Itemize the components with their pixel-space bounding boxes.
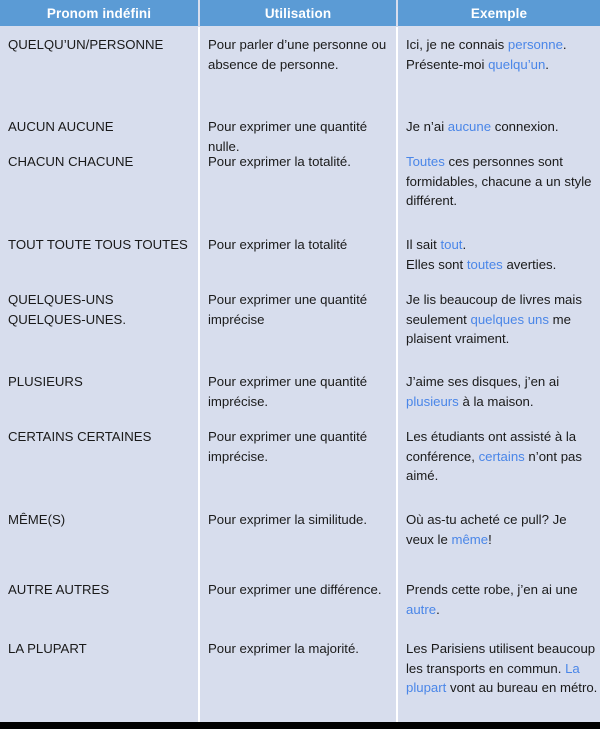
cell-exemple [398,290,600,349]
cell-utilisation: Pour exprimer la majorité. [208,641,359,656]
column-utilisation-cells [200,27,396,722]
cell-utilisation: Pour exprimer une quantité nulle. [208,119,368,154]
cell-pronom: CHACUN CHACUNE [8,154,134,169]
cell-exemple [398,510,600,549]
highlighted-pronoun: certains [478,448,525,464]
cell-pronom: AUTRE AUTRES [8,582,110,597]
example-text: Il sait [406,237,441,252]
example-text: Prends cette robe, j’en ai une [406,582,578,597]
column-pronom-cells [0,27,198,722]
highlighted-pronoun: aucune [447,119,492,134]
cell-exemple [398,35,600,74]
cell-pronom: MÊME(S) [8,512,66,527]
cell-exemple [398,427,600,486]
cell-exemple [398,639,600,698]
highlighted-pronoun: quelqu’un [488,56,546,72]
cell-utilisation: Pour exprimer la totalité. [208,154,351,169]
cell-utilisation: Pour parler d’une personne ou absence de personne. [208,37,387,72]
cell-utilisation: Pour exprimer la totalité [208,237,348,252]
cell-exemple [398,372,600,411]
cell-utilisation: Pour exprimer une quantité imprécise. [208,429,368,464]
highlighted-pronoun: personne [507,37,563,52]
cell-utilisation: Pour exprimer une quantité imprécise [208,292,368,327]
column-divider-1 [198,27,200,722]
column-exemple-cells [398,27,600,722]
highlighted-pronoun: toutes [466,256,503,272]
example-text: ! [488,531,492,547]
footer-strip [0,722,600,729]
column-divider-2 [396,27,398,722]
cell-pronom: TOUT TOUTE TOUS TOUTES [8,237,188,252]
highlighted-pronoun: tout [440,237,463,252]
column-header-exemple: Exemple [398,0,600,26]
cell-pronom: QUELQUES-UNS QUELQUES-UNES. [8,292,126,327]
cell-pronom: PLUSIEURS [8,374,83,389]
table-body [0,27,600,722]
example-text: Je n’ai [406,119,448,134]
example-text: ces personnes sont formidables, chacune a un style différent. [406,154,592,208]
highlighted-pronoun: autre [406,601,437,617]
cell-exemple [398,580,600,619]
example-text: J’aime ses disques, j’en ai [406,374,560,389]
cell-exemple [398,117,600,137]
column-header-pronom: Pronom indéfini [0,0,198,26]
example-text: connexion. [491,119,559,134]
cell-utilisation: Pour exprimer une différence. [208,582,382,597]
cell-utilisation: Pour exprimer une quantité imprécise. [208,374,368,409]
example-text: me plaisent vraiment. [406,311,571,346]
cell-pronom: QUELQU’UN/PERSONNE [8,37,164,52]
example-text: Où as-tu acheté ce pull? Je veux le [406,512,567,547]
highlighted-pronoun: Toutes [406,154,445,169]
example-text: . [545,56,549,72]
cell-exemple [398,235,600,274]
example-text: Présente-moi [406,56,489,72]
example-text: n’ont pas aimé. [406,448,582,483]
example-text: Je lis beaucoup de livres mais seulement [406,292,582,327]
example-text: vont au bureau en métro. [446,680,598,695]
cell-utilisation: Pour exprimer la similitude. [208,512,368,527]
highlighted-pronoun: plusieurs [406,393,459,409]
example-text: . [562,37,567,52]
example-text: à la maison. [458,393,534,409]
column-header-utilisation: Utilisation [200,0,396,26]
example-text: . [436,601,440,617]
example-text: Elles sont [406,256,467,272]
highlighted-pronoun: La plupart [406,660,580,695]
cell-pronom: CERTAINS CERTAINES [8,429,152,444]
cell-pronom: LA PLUPART [8,641,87,656]
example-text: Les Parisiens utilisent beaucoup les transports en commun. [406,641,596,676]
highlighted-pronoun: même [451,531,489,547]
example-text: Ici, je ne connais [406,37,508,52]
example-text: averties. [502,256,557,272]
cell-exemple [398,152,600,211]
example-text: Les étudiants ont assisté à la conférence, [406,429,577,464]
highlighted-pronoun: quelques uns [470,311,549,327]
example-text: . [462,237,467,252]
table-header-row [0,0,600,27]
cell-pronom: AUCUN AUCUNE [8,119,114,134]
